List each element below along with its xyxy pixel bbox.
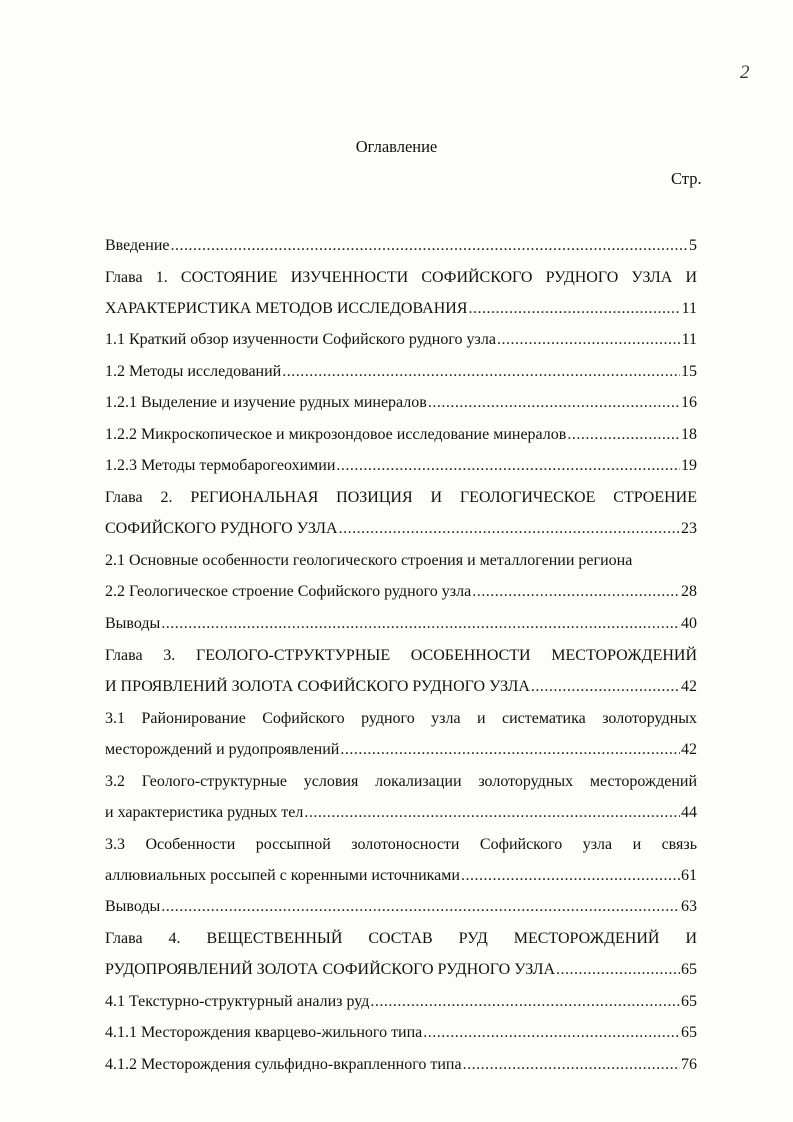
toc-entry-page: 23 [681, 520, 697, 538]
toc-entry [105, 608, 697, 640]
toc-entry-text: Глава 4. ВЕЩЕСТВЕННЫЙ СОСТАВ РУД МЕСТОРОЖДЕНИЙ И [105, 930, 697, 947]
toc-entry-text: аллювиальных россыпей с коренными источниками [105, 866, 460, 884]
toc-entry-page: 11 [681, 331, 697, 349]
table-of-contents [105, 230, 697, 1081]
toc-entry [105, 262, 697, 294]
toc-entry [105, 734, 697, 766]
toc-entry-page: 15 [681, 362, 697, 380]
toc-entry [105, 514, 697, 546]
toc-entry-page: 5 [689, 236, 697, 254]
toc-entry-page: 42 [681, 740, 697, 758]
dot-leader [336, 457, 680, 475]
toc-entry-page: 44 [681, 803, 697, 821]
toc-entry-text: И ПРОЯВЛЕНИЙ ЗОЛОТА СОФИЙСКОГО РУДНОГО УЗЛА [105, 677, 530, 695]
toc-entry-text: 3.3 Особенности россыпной золотоносности Софийского узла и связь [105, 835, 697, 853]
toc-entry-text: СОФИЙСКОГО РУДНОГО УЗЛА [105, 520, 338, 538]
toc-entry [105, 388, 697, 420]
toc-entry-text: 2.2 Геологическое строение Софийского рудного узла [105, 583, 472, 601]
toc-entry-page: 65 [681, 961, 697, 979]
dot-leader [161, 898, 680, 916]
dot-leader [468, 300, 680, 318]
toc-entry-text: 3.1 Районирование Софийского рудного узла и систематика золоторудных [105, 709, 697, 727]
toc-entry-text: 2.1 Основные особенности геологического строения и металлогении региона [105, 551, 633, 569]
toc-entry-text: ХАРАКТЕРИСТИКА МЕТОДОВ ИССЛЕДОВАНИЯ [105, 299, 468, 317]
toc-entry-text: 1.2.1 Выделение и изучение рудных минералов [105, 394, 427, 412]
toc-entry-page: 19 [681, 457, 697, 475]
toc-entry-text: Введение [105, 236, 170, 254]
dot-leader [161, 615, 680, 633]
toc-entry-text: месторождений и рудопроявлений [105, 740, 340, 758]
dot-leader [497, 331, 681, 349]
toc-entry-text: 3.2 Геолого-структурные условия локализации золоторудных месторождений [105, 772, 697, 790]
toc-entry [105, 577, 697, 609]
toc-entry [105, 293, 697, 325]
toc-entry [105, 892, 697, 924]
toc-entry [105, 1018, 697, 1050]
toc-entry-page: 28 [681, 583, 697, 601]
page-number: 2 [740, 62, 750, 83]
toc-entry [105, 766, 697, 798]
dot-leader [556, 961, 680, 979]
page-title: Оглавление [355, 137, 438, 156]
toc-entry [105, 482, 697, 514]
toc-entry [105, 860, 697, 892]
dot-leader [567, 426, 680, 444]
toc-entry-text: и характеристика рудных тел [105, 803, 304, 821]
dot-leader [171, 237, 689, 255]
toc-entry-page: 40 [681, 614, 697, 632]
dot-leader [340, 741, 680, 759]
dot-leader [428, 394, 680, 412]
toc-entry-page: 76 [681, 1055, 697, 1073]
toc-entry-text: РУДОПРОЯВЛЕНИЙ ЗОЛОТА СОФИЙСКОГО РУДНОГО УЗЛА [105, 961, 556, 979]
toc-entry [105, 451, 697, 483]
toc-entry [105, 545, 697, 577]
toc-entry-text: 4.1.2 Месторождения сульфидно-вкрапленного типа [105, 1055, 462, 1073]
toc-entry [105, 797, 697, 829]
toc-entry-page: 61 [681, 866, 697, 884]
dot-leader [472, 583, 680, 601]
toc-entry [105, 703, 697, 735]
toc-entry [105, 356, 697, 388]
toc-entry-text: 4.1.1 Месторождения кварцево-жильного типа [105, 1024, 423, 1042]
toc-entry [105, 923, 697, 955]
toc-entry-text: 1.2.2 Микроскопическое и микрозондовое исследование минералов [105, 425, 567, 443]
toc-entry [105, 671, 697, 703]
toc-entry-text: Глава 2. РЕГИОНАЛЬНАЯ ПОЗИЦИЯ И ГЕОЛОГИЧЕСКОЕ СТРОЕНИЕ [105, 489, 697, 506]
toc-entry-text: Глава 1. СОСТОЯНИЕ ИЗУЧЕННОСТИ СОФИЙСКОГО РУДНОГО УЗЛА И [105, 268, 697, 286]
dot-leader [463, 1056, 680, 1074]
toc-entry [105, 829, 697, 861]
toc-entry-page: 18 [681, 425, 697, 443]
toc-entry [105, 640, 697, 672]
page-column-label: Стр. [671, 169, 702, 188]
toc-entry-page: 16 [681, 394, 697, 412]
dot-leader [423, 1024, 680, 1042]
toc-entry [105, 986, 697, 1018]
toc-entry-page: 65 [681, 1024, 697, 1042]
toc-entry-text: 1.2.3 Методы термобарогеохимии [105, 457, 336, 475]
toc-entry [105, 325, 697, 357]
toc-entry-page: 63 [681, 898, 697, 916]
toc-entry-text: Выводы [105, 614, 161, 632]
dot-leader [370, 993, 680, 1011]
toc-entry [105, 1049, 697, 1081]
toc-entry-text: 1.1 Краткий обзор изученности Софийского рудного узла [105, 331, 496, 349]
toc-entry [105, 419, 697, 451]
toc-entry [105, 955, 697, 987]
toc-entry-text: Выводы [105, 898, 161, 916]
toc-entry-text: 1.2 Методы исследований [105, 362, 282, 380]
dot-leader [531, 678, 680, 696]
dot-leader [461, 867, 680, 885]
toc-entry-page: 65 [681, 992, 697, 1010]
toc-entry [105, 230, 697, 262]
toc-entry-text: Глава 3. ГЕОЛОГО-СТРУКТУРНЫЕ ОСОБЕННОСТИ МЕСТОРОЖДЕНИЙ [105, 646, 697, 664]
toc-entry-page: 11 [681, 299, 697, 317]
dot-leader [282, 363, 680, 381]
toc-entry-text: 4.1 Текстурно-структурный анализ руд [105, 992, 370, 1010]
toc-entry-page: 42 [681, 677, 697, 695]
dot-leader [304, 804, 680, 822]
dot-leader [339, 520, 680, 538]
